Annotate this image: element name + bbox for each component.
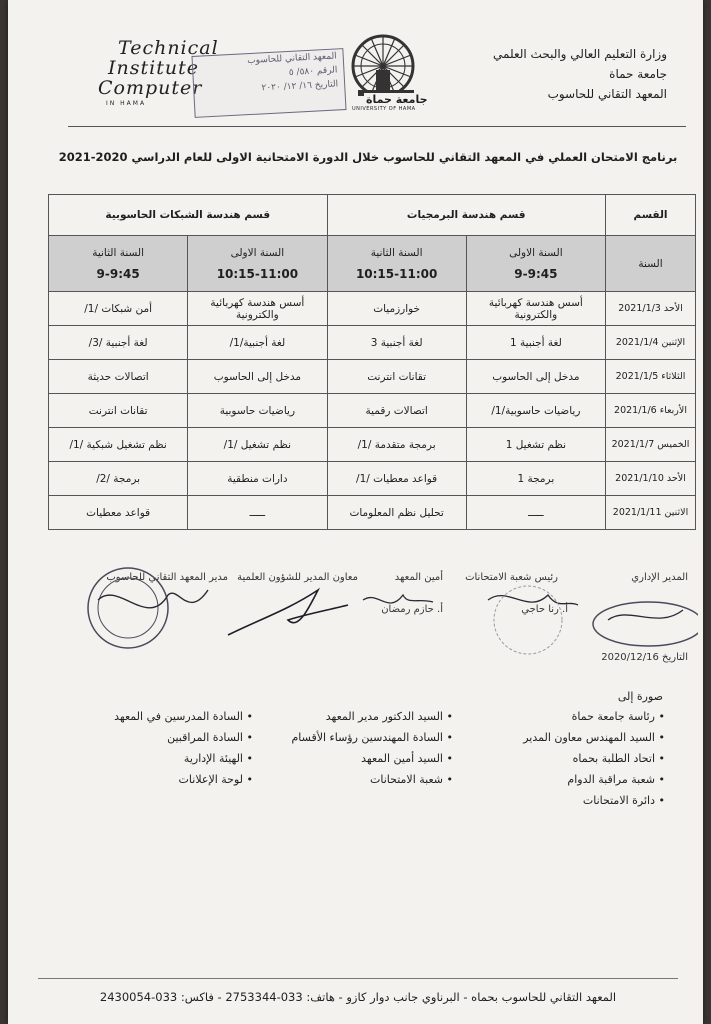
signature-name: أ. رنا حاجي xyxy=(521,604,568,615)
exam-cell: قواعد معطيات /1/ xyxy=(327,462,466,496)
signature-stamps-icon xyxy=(58,560,698,670)
list-item: • السيد الدكتور مدير المعهد xyxy=(292,706,454,727)
day-cell: الثلاثاء 2021/1/5 xyxy=(606,360,696,394)
year-cell xyxy=(466,236,605,292)
list-item: • السادة المدرسين في المعهد xyxy=(114,706,253,727)
day-cell: الخميس 2021/1/7 xyxy=(606,428,696,462)
list-item: • السادة المهندسين رؤساء الأقسام xyxy=(292,727,454,748)
sign-date: التاريخ 2020/12/16 xyxy=(601,652,688,663)
exam-cell: تقانات انترنت xyxy=(327,360,466,394)
exam-cell: رياضيات حاسوبية xyxy=(188,394,327,428)
dept-networks: قسم هندسة الشبكات الحاسوبية xyxy=(49,195,328,236)
exam-cell: ـــــ xyxy=(466,496,605,530)
day-cell: الإثنين 2021/1/4 xyxy=(606,326,696,360)
day-cell: الأحد 2021/1/3 xyxy=(606,292,696,326)
exam-cell: ـــــ xyxy=(188,496,327,530)
list-item: • السيد المهندس معاون المدير xyxy=(523,727,665,748)
seal-text: جامعة حماة xyxy=(366,93,428,106)
signature-title: مدير المعهد التقاني للحاسوب xyxy=(106,572,228,583)
stamp-line: التاريخ ١٦/ ١٢/ ٢٠٢٠ xyxy=(261,79,339,94)
year-cell xyxy=(327,236,466,292)
distribution-left xyxy=(114,706,253,790)
ministry-block xyxy=(493,44,667,104)
signature-title: المدير الإداري xyxy=(631,572,688,583)
stamp-line: المعهد التقاني للحاسوب xyxy=(246,51,337,67)
exam-cell: قواعد معطيات xyxy=(49,496,188,530)
header-divider xyxy=(68,126,686,127)
footer-divider xyxy=(38,978,678,979)
distribution-right xyxy=(523,706,665,811)
ministry-line: وزارة التعليم العالي والبحث العلمي xyxy=(493,47,667,61)
university-seal xyxy=(338,30,438,110)
list-item: • السيد أمين المعهد xyxy=(292,748,454,769)
exam-cell: اتصالات رقمية xyxy=(327,394,466,428)
logo-line-computer: Computer xyxy=(98,77,203,99)
table-row xyxy=(49,360,696,394)
logo-line-institute: Institute xyxy=(108,57,199,79)
exam-cell: تحليل نظم المعلومات xyxy=(327,496,466,530)
year-time: 9-9:45 xyxy=(514,266,558,281)
list-item: • شعبة الامتحانات xyxy=(292,769,454,790)
exam-cell: تقانات انترنت xyxy=(49,394,188,428)
day-cell: الأحد 2021/1/10 xyxy=(606,462,696,496)
exam-cell: لغة أجنبية/1/ xyxy=(188,326,327,360)
distribution-middle xyxy=(292,706,454,790)
exam-cell: مدخل إلى الحاسوب xyxy=(466,360,605,394)
year-name: السنة الثانية xyxy=(370,246,423,259)
signatures-block xyxy=(58,560,698,670)
seal-sub: UNIVERSITY OF HAMA xyxy=(352,106,416,112)
signature-title: رئيس شعبة الامتحانات xyxy=(465,572,558,583)
table-row xyxy=(49,462,696,496)
exam-cell: أسس هندسة كهربائية والكترونية xyxy=(466,292,605,326)
exam-cell: لغة أجنبية 1 xyxy=(466,326,605,360)
year-label: السنة xyxy=(606,236,696,292)
day-cell: الأربعاء 2021/1/6 xyxy=(606,394,696,428)
table-row xyxy=(49,326,696,360)
year-name: السنة الاولى xyxy=(230,246,285,259)
exam-cell: برمجة 1 xyxy=(466,462,605,496)
table-row xyxy=(49,496,696,530)
logo-line-technical: Technical xyxy=(118,37,219,59)
year-time: 10:15-11:00 xyxy=(355,266,438,281)
year-name: السنة الثانية xyxy=(92,246,145,259)
exam-cell: نظم تشغيل شبكية /1/ xyxy=(49,428,188,462)
footer-contact: المعهد التقاني للحاسوب بحماه - البرناوي جانب دوار كازو - هاتف: 033-2753344 - فاكس: 033-2430054 xyxy=(99,990,617,1004)
signature-name: أ. حازم رمضان xyxy=(381,604,443,615)
dept-label: القسم xyxy=(606,195,696,236)
ministry-line: جامعة حماة xyxy=(609,67,667,81)
year-cell xyxy=(188,236,327,292)
exam-cell: مدخل إلى الحاسوب xyxy=(188,360,327,394)
exam-schedule-table xyxy=(48,194,696,530)
day-cell: الاثنين 2021/1/11 xyxy=(606,496,696,530)
ministry-line: المعهد التقاني للحاسوب xyxy=(547,87,667,101)
logo-sub: IN HAMA xyxy=(106,100,147,107)
dept-software: قسم هندسة البرمجيات xyxy=(327,195,606,236)
list-item: • رئاسة جامعة حماة xyxy=(523,706,665,727)
list-item: • لوحة الإعلانات xyxy=(114,769,253,790)
year-name: السنة الاولى xyxy=(509,246,563,259)
year-cell xyxy=(49,236,188,292)
registration-stamp xyxy=(191,48,346,118)
exam-cell: دارات منطقية xyxy=(188,462,327,496)
exam-cell: أمن شبكات /1/ xyxy=(49,292,188,326)
table-row xyxy=(49,428,696,462)
copy-to-label: صورة إلى xyxy=(617,690,663,703)
document-page xyxy=(8,0,703,1024)
list-item: • شعبة مراقبة الدوام xyxy=(523,769,665,790)
table-row xyxy=(49,292,696,326)
list-item: • اتحاد الطلبة بحماه xyxy=(523,748,665,769)
year-header-row xyxy=(49,236,696,292)
department-header-row xyxy=(49,195,696,236)
exam-cell: برمجة متقدمة /1/ xyxy=(327,428,466,462)
exam-cell: لغة أجنبية /3/ xyxy=(49,326,188,360)
exam-cell: خوارزميات xyxy=(327,292,466,326)
exam-cell: نظم تشغيل 1 xyxy=(466,428,605,462)
signature-title: معاون المدير للشؤون العلمية xyxy=(237,572,358,583)
exam-cell: برمجة /2/ xyxy=(49,462,188,496)
year-time: 9-9:45 xyxy=(96,266,140,281)
signature-title: أمين المعهد xyxy=(394,572,443,583)
list-item: • الهيئة الإدارية xyxy=(114,748,253,769)
exam-cell: أسس هندسة كهربائية والكترونية xyxy=(188,292,327,326)
exam-cell: رياضيات حاسوبية/1/ xyxy=(466,394,605,428)
exam-cell: نظم تشغيل /1/ xyxy=(188,428,327,462)
document-title: برنامج الامتحان العملي في المعهد التقاني للحاسوب خلال الدورة الامتحانية الاولى للعام الدراسي 2020-2021 xyxy=(58,150,678,164)
table-row xyxy=(49,394,696,428)
exam-cell: اتصالات حديثة xyxy=(49,360,188,394)
list-item: • السادة المراقبين xyxy=(114,727,253,748)
year-time: 10:15-11:00 xyxy=(216,266,299,281)
exam-cell: لغة أجنبية 3 xyxy=(327,326,466,360)
list-item: • دائرة الامتحانات xyxy=(523,790,665,811)
stamp-line: الرقم ٥٨٠/ ٥ xyxy=(288,65,338,78)
